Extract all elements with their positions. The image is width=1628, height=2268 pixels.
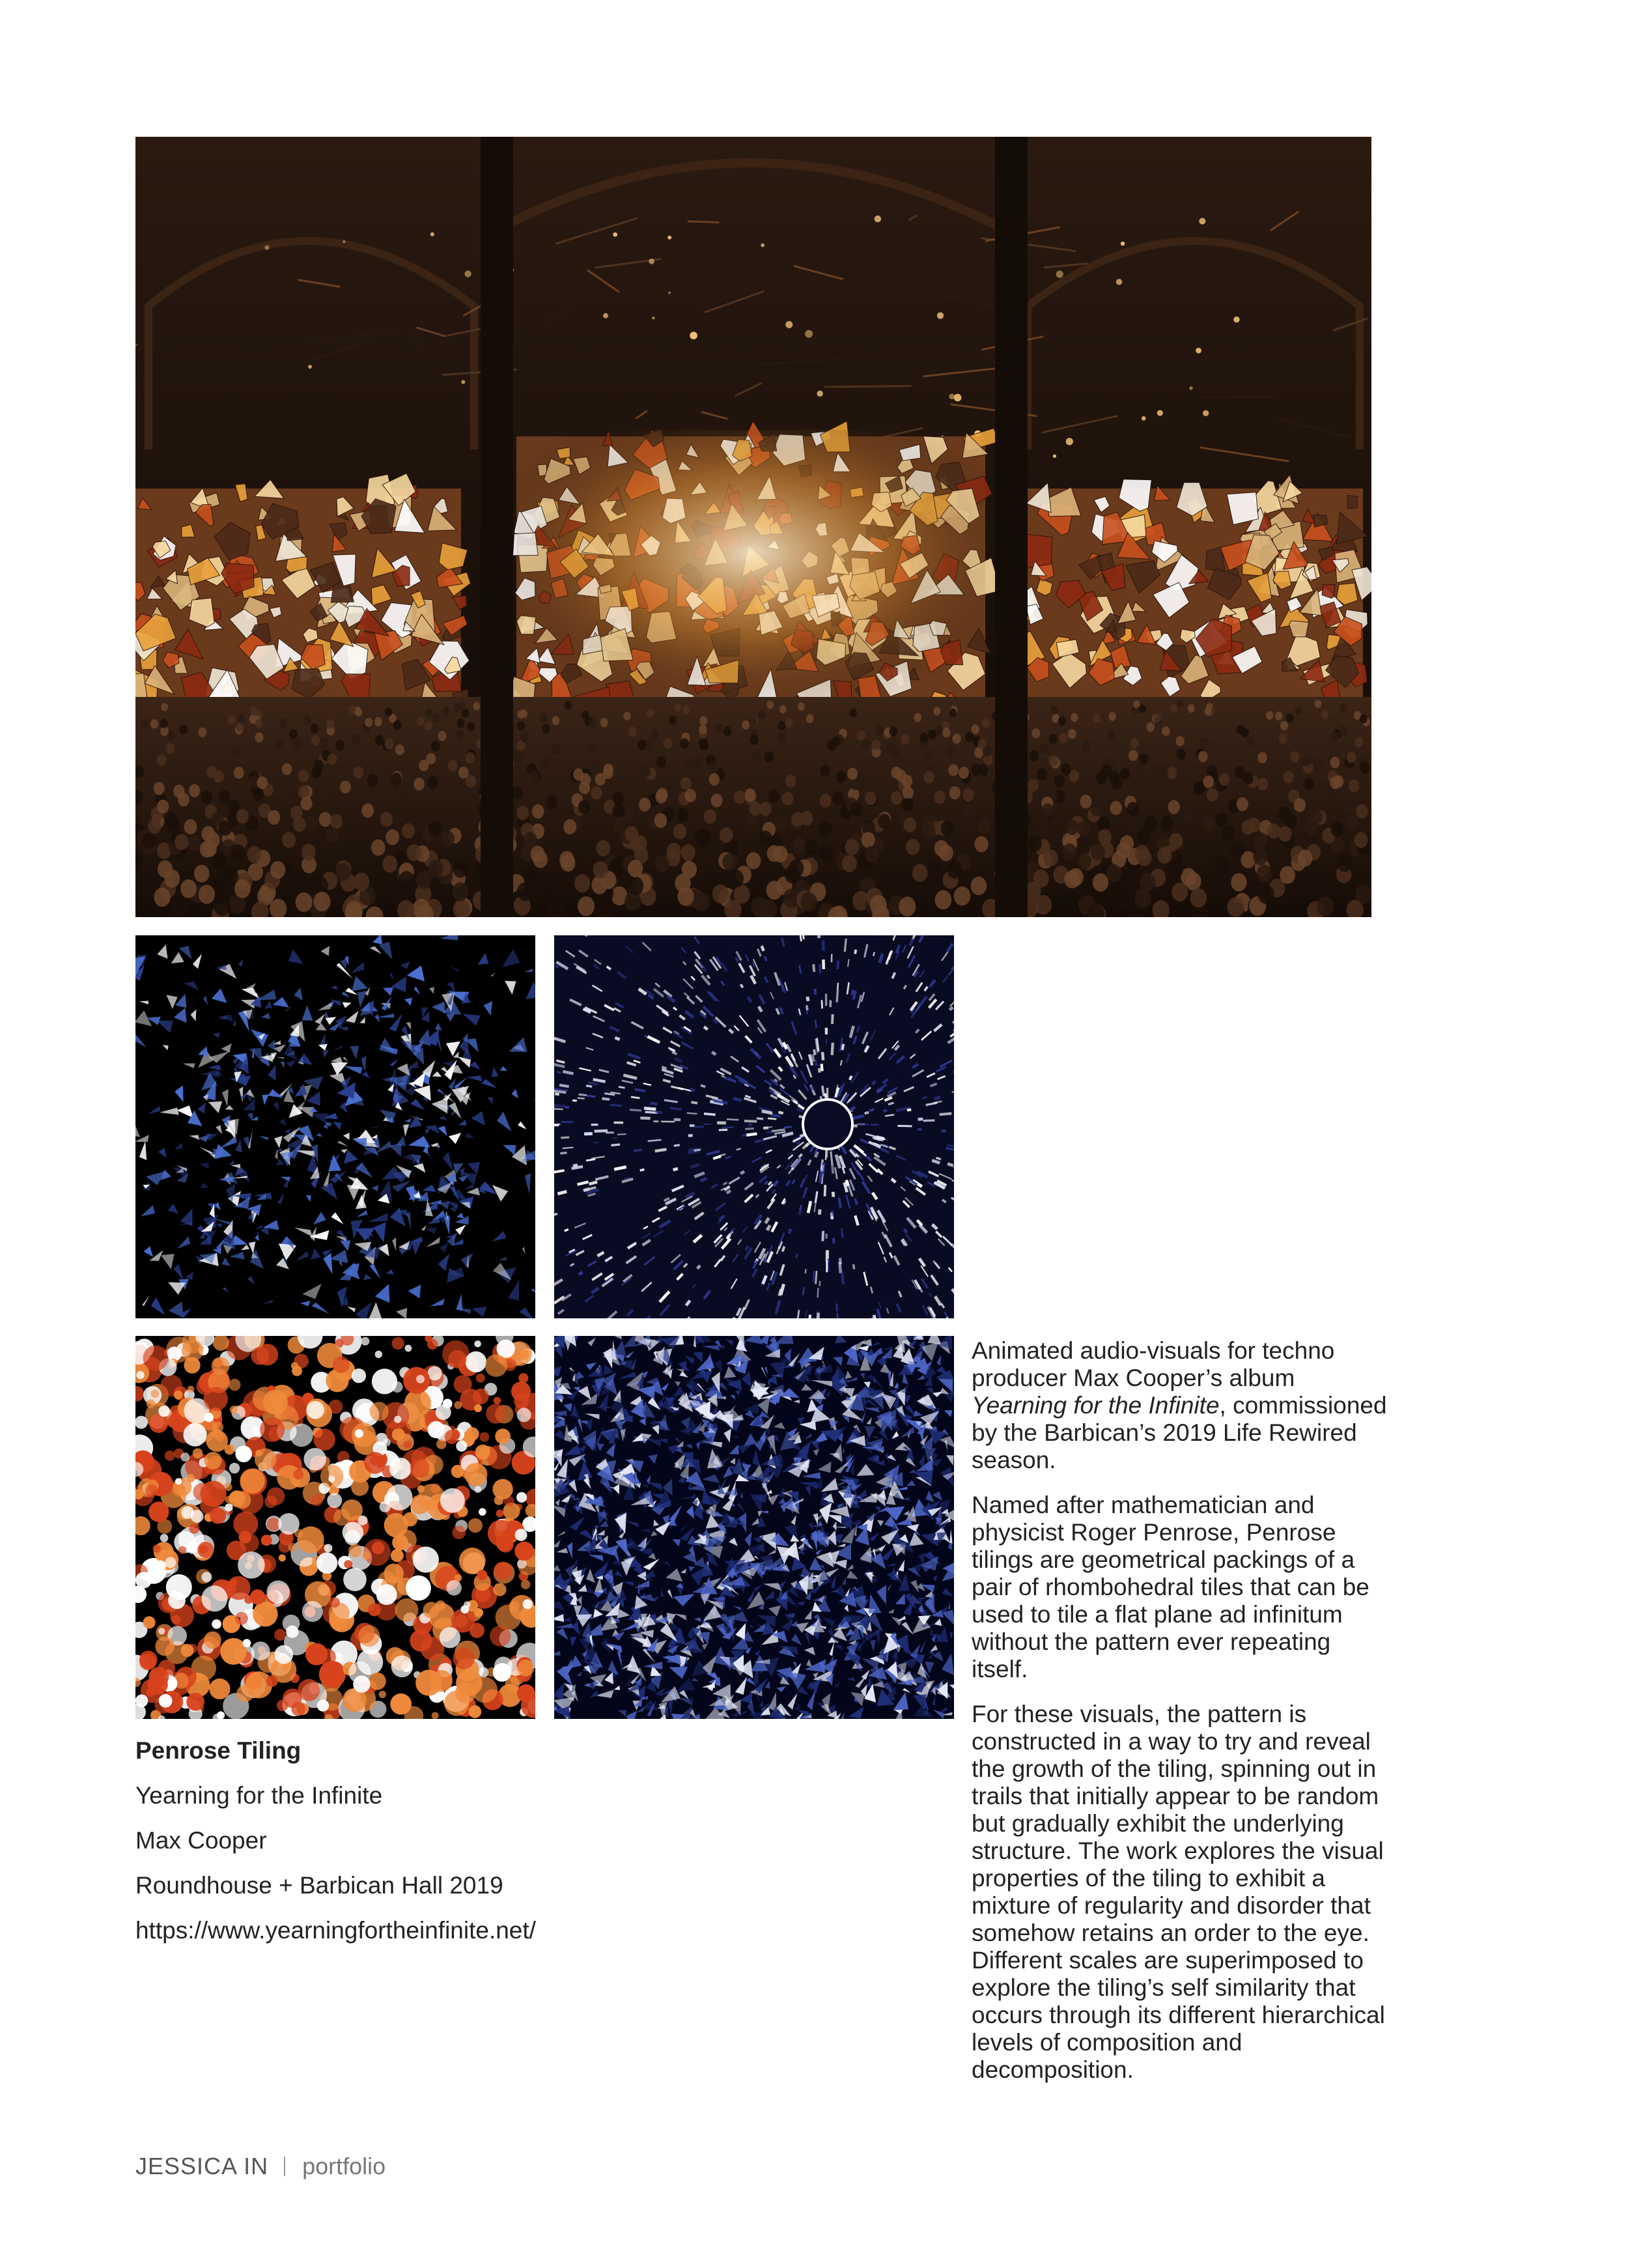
project-url-link[interactable]: https://www.yearningfortheinfinite.net/ [135, 1917, 536, 1944]
penrose-image-2 [554, 935, 954, 1318]
project-venue: Roundhouse + Barbican Hall 2019 [135, 1872, 503, 1899]
project-title: Penrose Tiling [135, 1737, 302, 1764]
hero-photo [135, 137, 1371, 917]
page-footer [135, 2152, 386, 2181]
project-description [972, 1337, 1388, 2101]
penrose-image-4 [554, 1336, 954, 1719]
footer-divider [284, 2157, 285, 2176]
penrose-image-1 [135, 935, 535, 1318]
project-album: Yearning for the Infinite [135, 1782, 383, 1809]
author-name: JESSICA IN [135, 2153, 269, 2179]
description-paragraph-1 [972, 1337, 1388, 1474]
album-title-italic: Yearning for the Infinite [972, 1392, 1220, 1419]
description-text: Animated audio-visuals for techno producer Max Cooper’s album [972, 1337, 1335, 1391]
description-text: , commissioned by the Barbican’s 2019 Life Rewired season. [972, 1392, 1387, 1473]
description-paragraph-3: For these visuals, the pattern is constructed in a way to try and reveal the growth of the tiling, spinning out in trails that initially appear to be random but gradually exhibit the underlying structure. The work explores the visual properties of the tiling to exhibit a mixture of regularity and disorder that somehow retains an order to the eye. Different scales are superimposed to explore the tiling’s self similarity that occurs through its different hierarchical levels of composition and decomposition. [972, 1701, 1385, 2083]
footer-section-label: portfolio [302, 2153, 386, 2179]
description-paragraph-2: Named after mathematician and physicist Roger Penrose, Penrose tilings are geometrical packings of a pair of rhombohedral tiles that can be used to tile a flat plane ad infinitum without the pattern ever repeating itself. [972, 1492, 1369, 1682]
project-artist: Max Cooper [135, 1827, 267, 1854]
penrose-image-3 [135, 1336, 535, 1719]
